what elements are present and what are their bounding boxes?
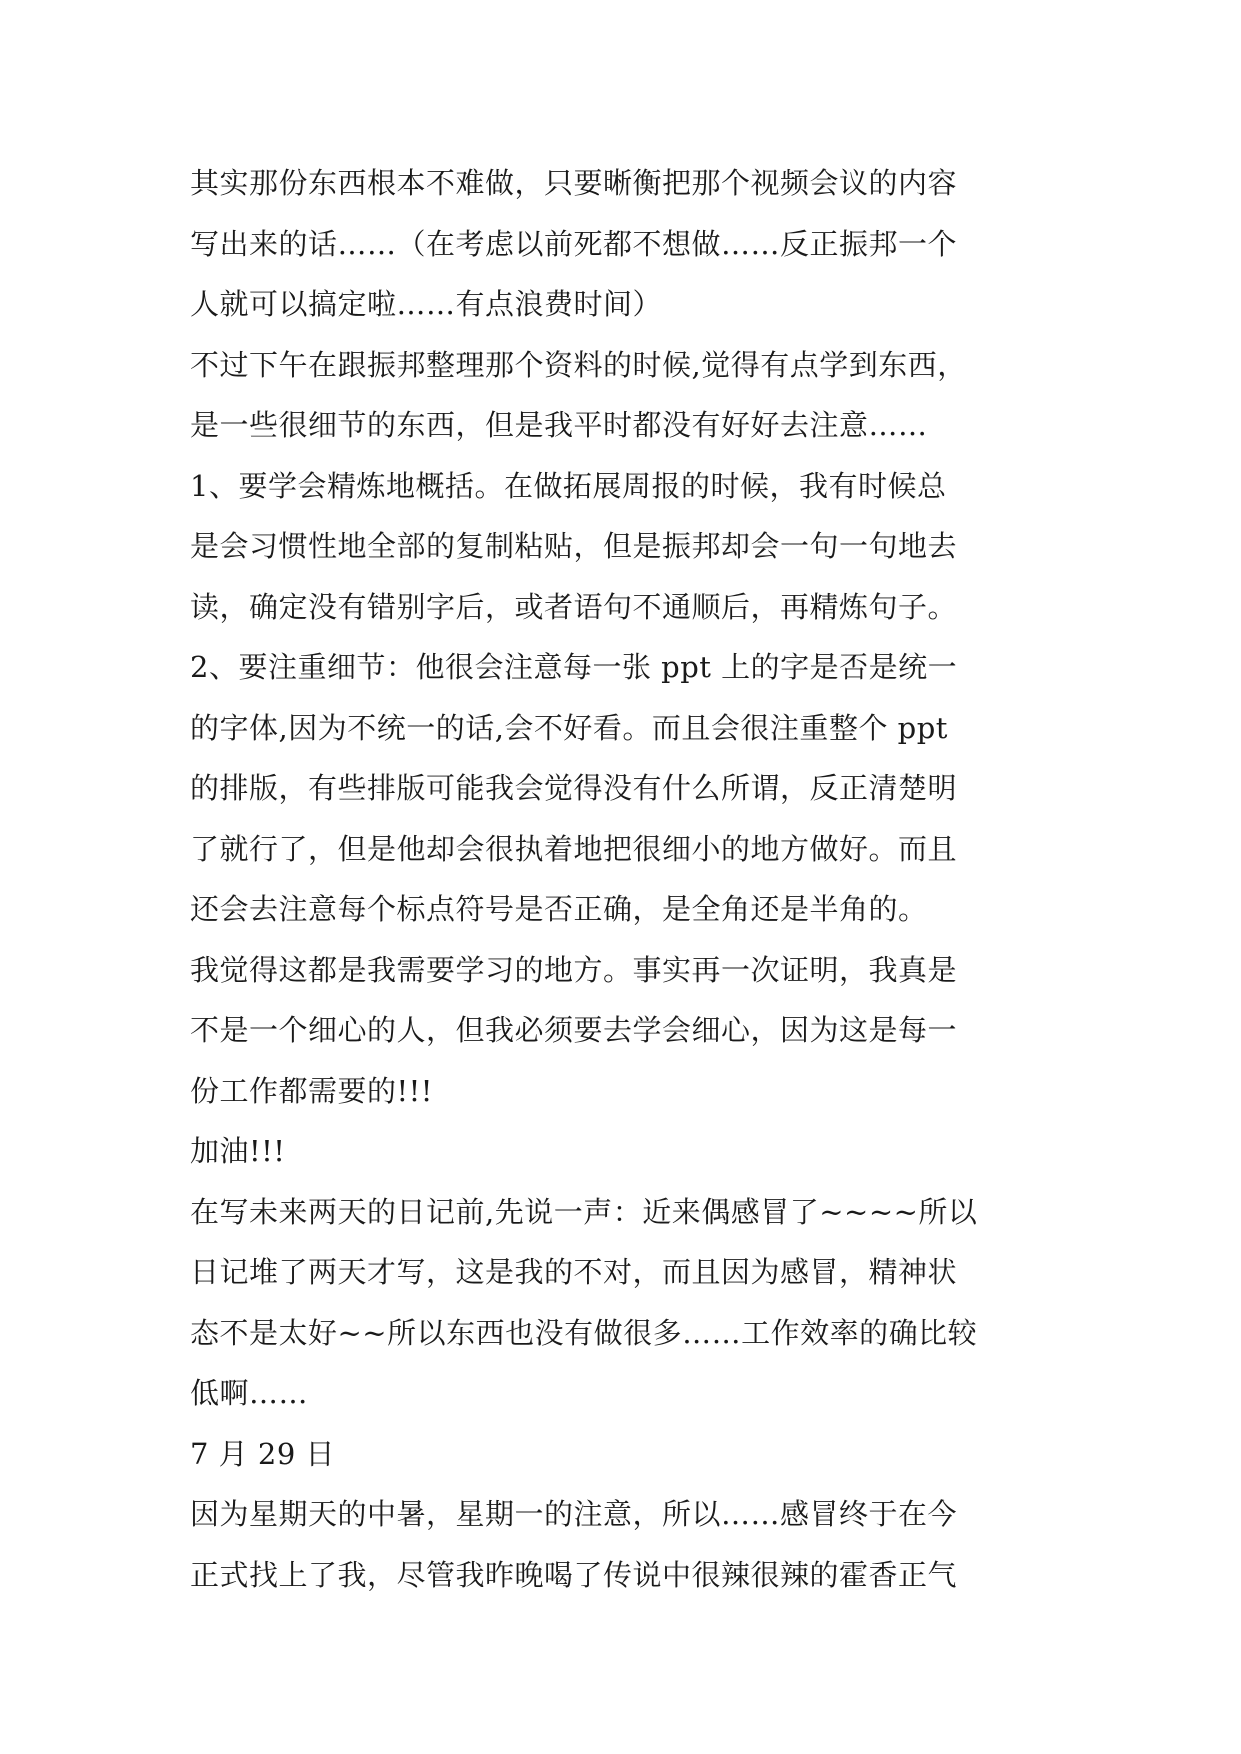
text-line: 日记堆了两天才写，这是我的不对，而且因为感冒，精神状 [190, 1255, 958, 1289]
text-line: 态不是太好~~所以东西也没有做很多……工作效率的确比较 [190, 1315, 978, 1350]
list-item-1-line: 是会习惯性地全部的复制粘贴，但是振邦却会一句一句地去 [190, 529, 958, 563]
text-line: 在写未来两天的日记前,先说一声：近来偶感冒了~~~~所以 [190, 1194, 978, 1229]
list-item-2-line: 的排版，有些排版可能我会觉得没有什么所谓，反正清楚明 [190, 771, 958, 805]
text-line: 写出来的话……（在考虑以前死都不想做……反正振邦一个 [190, 226, 958, 261]
text-line: 正式找上了我，尽管我昨晚喝了传说中很辣很辣的霍香正气 [190, 1557, 958, 1592]
text-line: 我觉得这都是我需要学习的地方。事实再一次证明，我真是 [190, 952, 958, 987]
cheer-line: 加油!!! [190, 1134, 286, 1168]
list-item-1-line: 1、要学会精炼地概括。在做拓展周报的时候，我有时候总 [190, 468, 947, 503]
text-line: 低啊…… [190, 1376, 309, 1410]
list-item-1-line: 读，确定没有错别字后，或者语句不通顺后，再精炼句子。 [190, 589, 958, 624]
date-heading: 7 月 29 日 [190, 1436, 336, 1471]
list-item-2-line: 2、要注重细节：他很会注意每一张 ppt 上的字是否是统一 [190, 650, 958, 684]
text-line: 不过下午在跟振邦整理那个资料的时候,觉得有点学到东西， [190, 347, 967, 382]
list-item-2-line: 的字体,因为不统一的话,会不好看。而且会很注重整个 ppt [190, 710, 948, 745]
text-line: 是一些很细节的东西，但是我平时都没有好好去注意…… [190, 408, 928, 442]
list-item-2-line: 了就行了，但是他却会很执着地把很细小的地方做好。而且 [190, 831, 958, 866]
text-line: 人就可以搞定啦……有点浪费时间） [190, 287, 663, 321]
text-line: 份工作都需要的!!! [190, 1073, 433, 1108]
text-line: 因为星期天的中暑，星期一的注意，所以……感冒终于在今 [190, 1497, 958, 1531]
document-body [190, 153, 1070, 1605]
text-line: 其实那份东西根本不难做，只要晰衡把那个视频会议的内容 [190, 166, 958, 200]
text-line: 不是一个细心的人，但我必须要去学会细心，因为这是每一 [190, 1013, 958, 1047]
list-item-2-line: 还会去注意每个标点符号是否正确，是全角还是半角的。 [190, 892, 928, 926]
